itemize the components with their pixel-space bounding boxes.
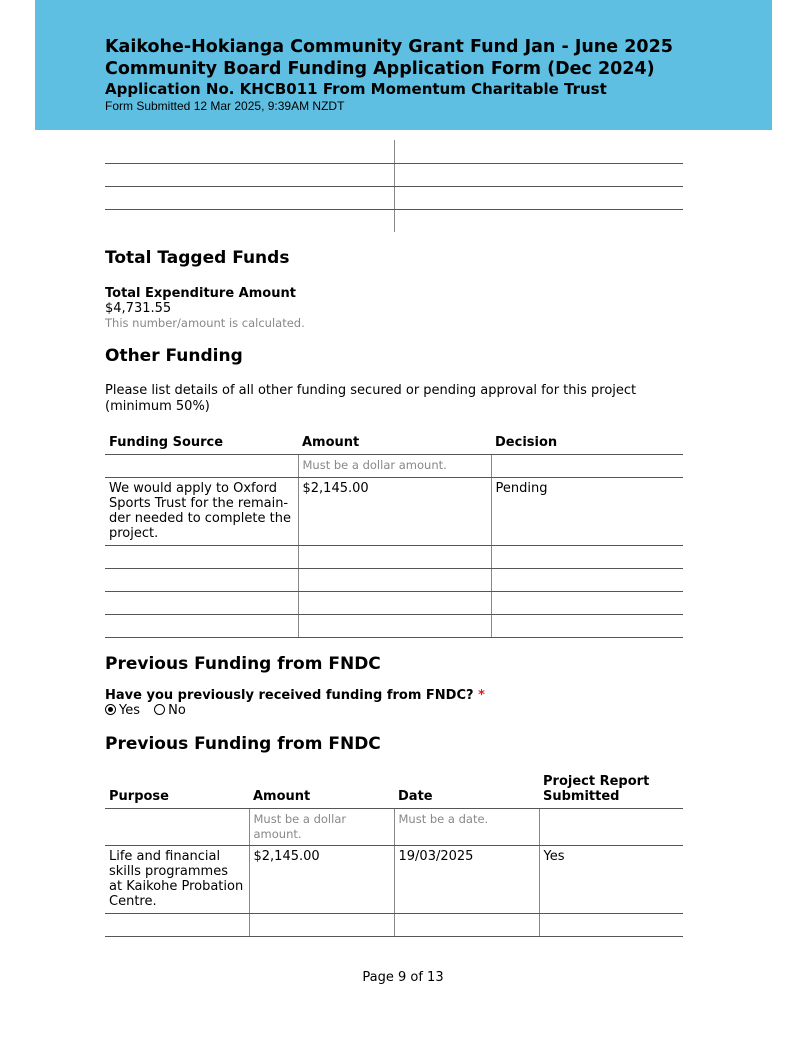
total-tagged-funds-heading: Total Tagged Funds bbox=[105, 248, 290, 268]
report-cell: Yes bbox=[539, 846, 683, 914]
page-number: Page 9 of 13 bbox=[362, 970, 444, 985]
table-row bbox=[105, 615, 683, 638]
previous-funding-heading: Previous Funding from FNDC bbox=[105, 654, 381, 674]
amount-hint: Must be a dollar amount. bbox=[298, 455, 491, 478]
amount-cell: $2,145.00 bbox=[298, 478, 491, 546]
table-row bbox=[105, 186, 683, 209]
table-row bbox=[105, 569, 683, 592]
radio-yes[interactable]: Yes bbox=[105, 703, 140, 718]
table-row bbox=[105, 478, 683, 546]
date-cell: 19/03/2025 bbox=[394, 846, 539, 914]
table-row bbox=[105, 914, 683, 937]
amount-cell: $2,145.00 bbox=[249, 846, 394, 914]
radio-selected-icon bbox=[105, 704, 116, 715]
calculated-hint: This number/amount is calculated. bbox=[105, 316, 305, 330]
purpose-cell: Life and financial skills programmes at Kaikohe Probation Centre. bbox=[105, 846, 249, 914]
table-row bbox=[105, 140, 683, 163]
table-header-row bbox=[105, 774, 683, 809]
page-header bbox=[35, 0, 772, 130]
previous-funding-table bbox=[105, 774, 683, 937]
other-funding-instructions: Please list details of all other funding secured or pending approval for this project (minimum 50%) bbox=[105, 383, 637, 414]
column-funding-source: Funding Source bbox=[105, 435, 298, 455]
table-row bbox=[105, 592, 683, 615]
table-row bbox=[105, 809, 683, 846]
column-amount: Amount bbox=[298, 435, 491, 455]
funding-source-cell: We would apply to Oxford Sports Trust for the remain-der needed to complete the project. bbox=[105, 478, 298, 546]
column-amount: Amount bbox=[249, 774, 394, 809]
table-row bbox=[105, 455, 683, 478]
previous-funding-table-heading: Previous Funding from FNDC bbox=[105, 734, 381, 754]
table-row bbox=[105, 846, 683, 914]
form-title: Kaikohe-Hokianga Community Grant Fund Jan - June 2025 bbox=[105, 37, 673, 57]
decision-cell: Pending bbox=[491, 478, 683, 546]
total-expenditure-label: Total Expenditure Amount bbox=[105, 286, 296, 301]
column-purpose: Purpose bbox=[105, 774, 249, 809]
table-header-row bbox=[105, 435, 683, 455]
table-row bbox=[105, 546, 683, 569]
total-expenditure-value: $4,731.55 bbox=[105, 301, 172, 316]
column-report-submitted: Project Report Submitted bbox=[539, 774, 683, 809]
other-funding-heading: Other Funding bbox=[105, 346, 243, 366]
column-decision: Decision bbox=[491, 435, 683, 455]
other-funding-table bbox=[105, 435, 683, 638]
amount-hint: Must be a dollar amount. bbox=[249, 809, 394, 846]
submitted-timestamp: Form Submitted 12 Mar 2025, 9:39AM NZDT bbox=[105, 99, 345, 113]
column-date: Date bbox=[394, 774, 539, 809]
date-hint: Must be a date. bbox=[394, 809, 539, 846]
form-content bbox=[105, 140, 683, 937]
form-subtitle: Community Board Funding Application Form (Dec 2024) bbox=[105, 59, 655, 79]
continued-table bbox=[105, 140, 683, 232]
required-marker: * bbox=[478, 688, 485, 703]
radio-no[interactable]: No bbox=[154, 703, 186, 718]
radio-empty-icon bbox=[154, 704, 165, 715]
table-row bbox=[105, 209, 683, 232]
table-row bbox=[105, 163, 683, 186]
application-number: Application No. KHCB011 From Momentum Charitable Trust bbox=[105, 80, 607, 98]
previous-funding-question: Have you previously received funding from FNDC? * bbox=[105, 688, 485, 703]
previous-funding-options bbox=[105, 703, 683, 718]
